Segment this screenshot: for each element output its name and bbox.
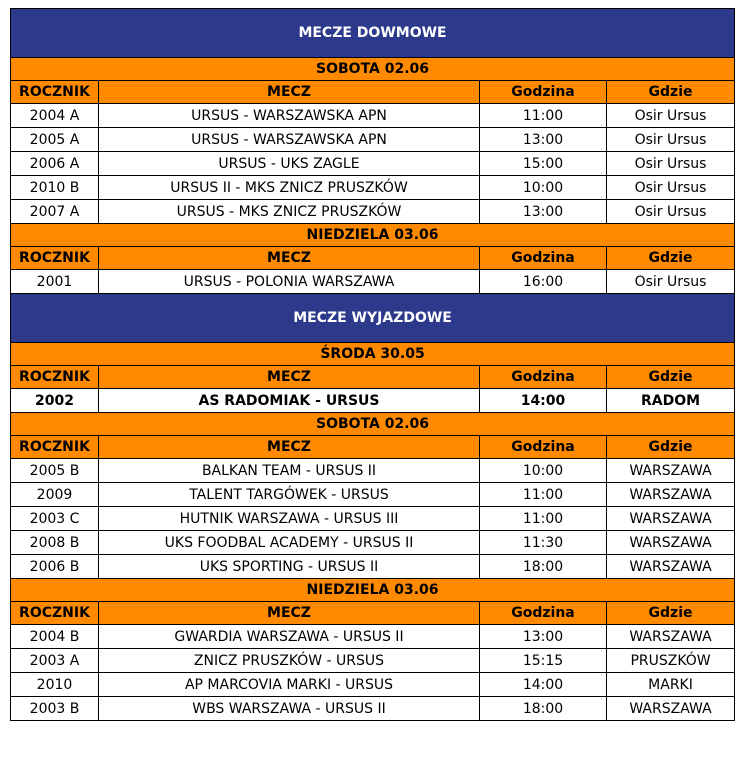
day-label: SOBOTA 02.06 <box>11 413 735 436</box>
cell-gdzie: RADOM <box>607 389 735 413</box>
col-header-mecz: MECZ <box>99 602 480 625</box>
table-row <box>11 673 735 697</box>
day-label: SOBOTA 02.06 <box>11 58 735 81</box>
cell-rocznik: 2006 B <box>11 555 99 579</box>
cell-rocznik: 2004 B <box>11 625 99 649</box>
cell-godzina: 10:00 <box>480 459 607 483</box>
table-row <box>11 555 735 579</box>
table-row <box>11 200 735 224</box>
table-row <box>11 128 735 152</box>
col-header-rocznik: ROCZNIK <box>11 81 99 104</box>
table-row <box>11 625 735 649</box>
cell-godzina: 11:00 <box>480 483 607 507</box>
cell-mecz: GWARDIA WARSZAWA - URSUS II <box>99 625 480 649</box>
col-header-gdzie: Gdzie <box>607 436 735 459</box>
cell-rocznik: 2010 <box>11 673 99 697</box>
cell-rocznik: 2006 A <box>11 152 99 176</box>
col-header-gdzie: Gdzie <box>607 366 735 389</box>
day-label: NIEDZIELA 03.06 <box>11 579 735 602</box>
cell-godzina: 13:00 <box>480 128 607 152</box>
cell-mecz: UKS FOODBAL ACADEMY - URSUS II <box>99 531 480 555</box>
table-row <box>11 389 735 413</box>
col-header-godzina: Godzina <box>480 366 607 389</box>
cell-rocznik: 2002 <box>11 389 99 413</box>
col-header-gdzie: Gdzie <box>607 247 735 270</box>
day-label: NIEDZIELA 03.06 <box>11 224 735 247</box>
cell-mecz: WBS WARSZAWA - URSUS II <box>99 697 480 721</box>
cell-godzina: 16:00 <box>480 270 607 294</box>
cell-gdzie: WARSZAWA <box>607 625 735 649</box>
table-row <box>11 697 735 721</box>
cell-godzina: 14:00 <box>480 389 607 413</box>
cell-rocznik: 2010 B <box>11 176 99 200</box>
cell-godzina: 15:15 <box>480 649 607 673</box>
table-row <box>11 176 735 200</box>
col-header-rocznik: ROCZNIK <box>11 436 99 459</box>
column-header-row <box>11 602 735 625</box>
cell-rocznik: 2007 A <box>11 200 99 224</box>
cell-gdzie: WARSZAWA <box>607 531 735 555</box>
cell-godzina: 13:00 <box>480 200 607 224</box>
cell-mecz: URSUS - MKS ZNICZ PRUSZKÓW <box>99 200 480 224</box>
cell-mecz: URSUS - WARSZAWSKA APN <box>99 128 480 152</box>
cell-mecz: UKS SPORTING - URSUS II <box>99 555 480 579</box>
col-header-rocznik: ROCZNIK <box>11 366 99 389</box>
table-row <box>11 649 735 673</box>
section-title: MECZE DOWMOWE <box>11 9 735 58</box>
col-header-gdzie: Gdzie <box>607 81 735 104</box>
day-header-row <box>11 579 735 602</box>
col-header-mecz: MECZ <box>99 436 480 459</box>
cell-gdzie: WARSZAWA <box>607 483 735 507</box>
day-header-row <box>11 413 735 436</box>
section-banner <box>11 9 735 58</box>
col-header-mecz: MECZ <box>99 247 480 270</box>
section-banner <box>11 294 735 343</box>
cell-mecz: AP MARCOVIA MARKI - URSUS <box>99 673 480 697</box>
cell-godzina: 14:00 <box>480 673 607 697</box>
cell-gdzie: Osir Ursus <box>607 152 735 176</box>
cell-rocznik: 2008 B <box>11 531 99 555</box>
section-title: MECZE WYJAZDOWE <box>11 294 735 343</box>
column-header-row <box>11 366 735 389</box>
table-row <box>11 507 735 531</box>
cell-mecz: ZNICZ PRUSZKÓW - URSUS <box>99 649 480 673</box>
cell-gdzie: WARSZAWA <box>607 507 735 531</box>
table-row <box>11 531 735 555</box>
col-header-godzina: Godzina <box>480 247 607 270</box>
cell-rocznik: 2004 A <box>11 104 99 128</box>
cell-gdzie: Osir Ursus <box>607 128 735 152</box>
table-row <box>11 152 735 176</box>
day-header-row <box>11 343 735 366</box>
cell-mecz: AS RADOMIAK - URSUS <box>99 389 480 413</box>
cell-rocznik: 2003 A <box>11 649 99 673</box>
col-header-mecz: MECZ <box>99 81 480 104</box>
table-row <box>11 104 735 128</box>
cell-gdzie: WARSZAWA <box>607 697 735 721</box>
cell-gdzie: WARSZAWA <box>607 459 735 483</box>
col-header-godzina: Godzina <box>480 81 607 104</box>
col-header-gdzie: Gdzie <box>607 602 735 625</box>
cell-godzina: 18:00 <box>480 697 607 721</box>
cell-gdzie: Osir Ursus <box>607 104 735 128</box>
cell-gdzie: MARKI <box>607 673 735 697</box>
cell-mecz: URSUS II - MKS ZNICZ PRUSZKÓW <box>99 176 480 200</box>
cell-mecz: URSUS - POLONIA WARSZAWA <box>99 270 480 294</box>
schedule-body <box>11 9 735 721</box>
cell-gdzie: PRUSZKÓW <box>607 649 735 673</box>
column-header-row <box>11 436 735 459</box>
schedule-table <box>10 8 735 721</box>
table-row <box>11 483 735 507</box>
day-header-row <box>11 58 735 81</box>
cell-mecz: HUTNIK WARSZAWA - URSUS III <box>99 507 480 531</box>
cell-godzina: 15:00 <box>480 152 607 176</box>
cell-mecz: URSUS - WARSZAWSKA APN <box>99 104 480 128</box>
col-header-rocznik: ROCZNIK <box>11 247 99 270</box>
cell-rocznik: 2003 B <box>11 697 99 721</box>
table-row <box>11 459 735 483</box>
cell-godzina: 11:00 <box>480 507 607 531</box>
cell-mecz: URSUS - UKS ZAGLE <box>99 152 480 176</box>
cell-godzina: 18:00 <box>480 555 607 579</box>
cell-gdzie: WARSZAWA <box>607 555 735 579</box>
cell-rocznik: 2005 B <box>11 459 99 483</box>
cell-gdzie: Osir Ursus <box>607 270 735 294</box>
day-label: ŚRODA 30.05 <box>11 343 735 366</box>
col-header-rocznik: ROCZNIK <box>11 602 99 625</box>
cell-rocznik: 2003 C <box>11 507 99 531</box>
col-header-mecz: MECZ <box>99 366 480 389</box>
column-header-row <box>11 247 735 270</box>
cell-mecz: TALENT TARGÓWEK - URSUS <box>99 483 480 507</box>
cell-gdzie: Osir Ursus <box>607 176 735 200</box>
cell-mecz: BALKAN TEAM - URSUS II <box>99 459 480 483</box>
col-header-godzina: Godzina <box>480 602 607 625</box>
table-row <box>11 270 735 294</box>
cell-gdzie: Osir Ursus <box>607 200 735 224</box>
day-header-row <box>11 224 735 247</box>
cell-rocznik: 2001 <box>11 270 99 294</box>
col-header-godzina: Godzina <box>480 436 607 459</box>
cell-rocznik: 2009 <box>11 483 99 507</box>
column-header-row <box>11 81 735 104</box>
cell-godzina: 10:00 <box>480 176 607 200</box>
cell-godzina: 11:30 <box>480 531 607 555</box>
cell-godzina: 11:00 <box>480 104 607 128</box>
cell-rocznik: 2005 A <box>11 128 99 152</box>
cell-godzina: 13:00 <box>480 625 607 649</box>
